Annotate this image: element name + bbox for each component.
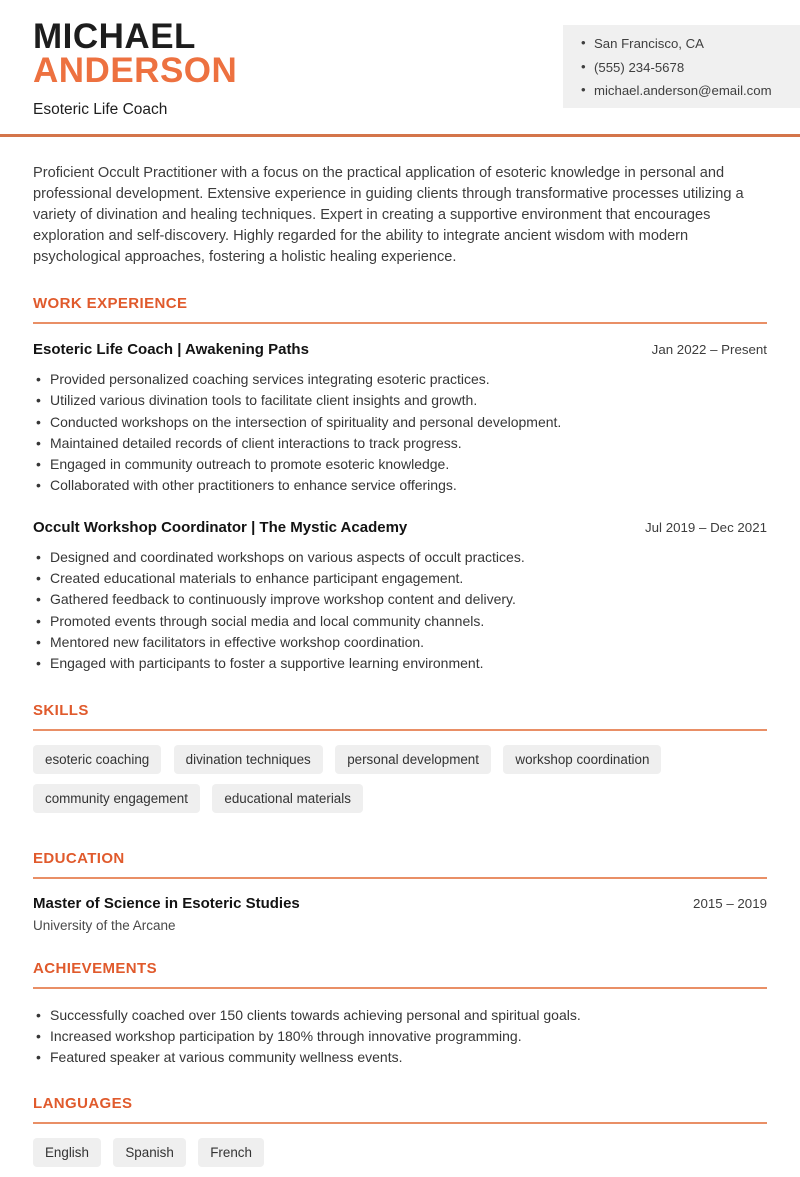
- section-languages: [33, 1095, 767, 1177]
- contact-item-location: [581, 36, 786, 51]
- bullet-text: Conducted workshops on the intersection of spirituality and personal development.: [50, 413, 562, 430]
- bullet-icon: •: [36, 548, 41, 565]
- school-name: University of the Arcane: [33, 917, 176, 933]
- bullet-icon: •: [36, 456, 41, 473]
- bullet-item: [33, 390, 767, 411]
- bullet-item: [33, 433, 767, 454]
- bullet-icon: •: [36, 655, 41, 672]
- bullet-text: Engaged with participants to foster a supportive learning environment.: [50, 655, 484, 672]
- education-entry: [33, 895, 767, 933]
- bullet-text: Created educational materials to enhance participant engagement.: [50, 570, 464, 587]
- skill-chip: divination techniques: [174, 745, 323, 774]
- bullet-text: Increased workshop participation by 180% through innovative programming.: [50, 1027, 522, 1044]
- job-bullet-list: [33, 547, 767, 675]
- contact-email: michael.anderson@email.com: [594, 83, 772, 98]
- section-achievements: [33, 960, 767, 1069]
- job-header: [33, 519, 767, 536]
- language-chip: English: [33, 1138, 101, 1167]
- last-name: ANDERSON: [33, 51, 238, 90]
- contact-item-email: [581, 83, 786, 98]
- bullet-icon: •: [36, 633, 41, 650]
- degree-title: Master of Science in Esoteric Studies: [33, 894, 300, 912]
- bullet-icon: •: [581, 58, 586, 74]
- skill-chip: esoteric coaching: [33, 745, 161, 774]
- section-heading-education: EDUCATION: [33, 849, 125, 867]
- education-dates: 2015 – 2019: [693, 895, 767, 911]
- contact-location: San Francisco, CA: [594, 36, 704, 51]
- section-heading-skills: SKILLS: [33, 701, 89, 719]
- bullet-item: [33, 475, 767, 496]
- contact-phone: (555) 234-5678: [594, 59, 685, 75]
- education-header: [33, 895, 767, 912]
- skill-chip: community engagement: [33, 784, 200, 813]
- job-header: [33, 341, 767, 358]
- first-name: MICHAEL: [33, 17, 196, 56]
- bullet-text: Collaborated with other practitioners to enhance service offerings.: [50, 477, 457, 494]
- section-heading-languages: LANGUAGES: [33, 1095, 133, 1113]
- skill-chip: educational materials: [212, 784, 363, 813]
- job-title: Occult Workshop Coordinator | The Mystic Academy: [33, 518, 408, 536]
- bullet-text: Featured speaker at various community wellness events.: [50, 1049, 403, 1066]
- bullet-icon: •: [36, 1027, 41, 1044]
- bullet-icon: •: [36, 591, 41, 608]
- bullet-text: Maintained detailed records of client interactions to track progress.: [50, 434, 462, 451]
- bullet-item: [33, 369, 767, 390]
- bullet-icon: •: [36, 434, 41, 451]
- section-work-experience: [33, 295, 767, 675]
- bullet-text: Gathered feedback to continuously improve workshop content and delivery.: [50, 591, 516, 608]
- bullet-icon: •: [36, 612, 41, 629]
- name-block: [33, 17, 238, 119]
- bullet-text: Mentored new facilitators in effective workshop coordination.: [50, 633, 425, 650]
- bullet-item: [33, 1047, 767, 1068]
- section-heading-work-experience: WORK EXPERIENCE: [33, 295, 188, 312]
- summary-paragraph: Proficient Occult Practitioner with a focus on the practical application of esoteric knowledge in personal and professional development. Extensive experience in guiding clients through transformative processes utilizing a variety of divination and healing techniques. Expert in creating a supportive environment that encourages exploration and self-discovery. Highly regarded for the ability to integrate ancient wisdom with modern psychological approaches, fostering a holistic healing experience.: [33, 165, 744, 265]
- bullet-icon: •: [581, 35, 586, 50]
- bullet-icon: •: [36, 1006, 41, 1023]
- bullet-text: Engaged in community outreach to promote esoteric knowledge.: [50, 456, 450, 473]
- bullet-item: [33, 653, 767, 674]
- achievements-list: [33, 1005, 767, 1069]
- section-skills: [33, 702, 767, 823]
- bullet-item: [33, 611, 767, 632]
- bullet-text: Provided personalized coaching services integrating esoteric practices.: [50, 371, 490, 387]
- bullet-item: [33, 547, 767, 568]
- bullet-icon: •: [36, 570, 41, 587]
- bullet-icon: •: [36, 413, 41, 430]
- bullet-icon: •: [36, 392, 41, 409]
- resume-body: [0, 163, 800, 1177]
- header-divider: [0, 134, 800, 137]
- job-dates: Jan 2022 – Present: [651, 342, 767, 357]
- section-education: [33, 850, 767, 933]
- job-entry: [33, 341, 767, 497]
- job-bullet-list: [33, 369, 767, 497]
- resume-header: [0, 0, 800, 135]
- bullet-item: [33, 454, 767, 475]
- skills-chip-list: [33, 745, 767, 823]
- bullet-item: [33, 1026, 767, 1047]
- skill-chip: workshop coordination: [503, 745, 661, 774]
- bullet-icon: •: [581, 82, 586, 97]
- bullet-item: [33, 632, 767, 653]
- bullet-icon: •: [36, 1049, 41, 1066]
- contact-list: [581, 36, 786, 98]
- job-entry: [33, 519, 767, 675]
- bullet-item: [33, 589, 767, 610]
- languages-chip-list: [33, 1138, 767, 1177]
- contact-item-phone: [581, 60, 786, 75]
- bullet-text: Promoted events through social media and local community channels.: [50, 612, 485, 629]
- professional-title: Esoteric Life Coach: [33, 101, 168, 118]
- bullet-icon: •: [36, 477, 41, 494]
- bullet-item: [33, 412, 767, 433]
- bullet-text: Successfully coached over 150 clients towards achieving personal and spiritual goals.: [50, 1006, 581, 1023]
- section-rule: [33, 1122, 767, 1124]
- section-heading-achievements: ACHIEVEMENTS: [33, 959, 157, 977]
- contact-card: [563, 25, 800, 108]
- section-rule: [33, 987, 767, 989]
- section-rule: [33, 322, 767, 324]
- job-dates: Jul 2019 – Dec 2021: [645, 519, 767, 535]
- language-chip: French: [198, 1138, 264, 1167]
- bullet-icon: •: [36, 371, 41, 387]
- skill-chip: personal development: [335, 745, 491, 774]
- bullet-text: Utilized various divination tools to facilitate client insights and growth.: [50, 392, 478, 409]
- job-title: Esoteric Life Coach | Awakening Paths: [33, 341, 309, 358]
- bullet-item: [33, 1005, 767, 1026]
- language-chip: Spanish: [113, 1138, 185, 1167]
- section-rule: [33, 729, 767, 731]
- section-rule: [33, 877, 767, 879]
- bullet-text: Designed and coordinated workshops on various aspects of occult practices.: [50, 548, 525, 565]
- bullet-item: [33, 568, 767, 589]
